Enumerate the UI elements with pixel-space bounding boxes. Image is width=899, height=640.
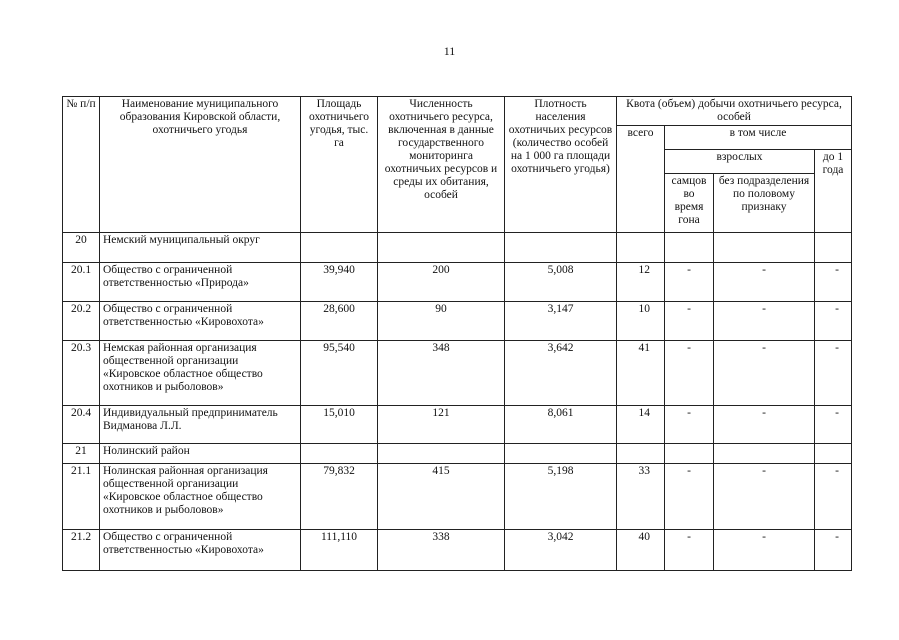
- row-num: 21.1: [63, 464, 100, 530]
- row-area: 95,540: [301, 341, 378, 406]
- row-num: 20.4: [63, 406, 100, 444]
- row-density: 8,061: [505, 406, 617, 444]
- row-area: 111,110: [301, 530, 378, 571]
- table-row: [63, 444, 852, 464]
- row-num: 20.1: [63, 263, 100, 302]
- table-row: [63, 233, 852, 263]
- table-row: [63, 464, 852, 530]
- row-area: 79,832: [301, 464, 378, 530]
- row-under1: -: [815, 464, 852, 530]
- row-males: -: [665, 530, 714, 571]
- row-males: -: [665, 341, 714, 406]
- row-males: -: [665, 302, 714, 341]
- row-under1: -: [815, 530, 852, 571]
- row-name: Общество с ограниченной ответственностью «Природа»: [100, 263, 301, 302]
- row-density: 3,042: [505, 530, 617, 571]
- row-name: Немская районная организация общественной организации «Кировское областное общество охотников и рыболовов»: [100, 341, 301, 406]
- page-number: 11: [443, 44, 456, 58]
- row-num: 20.3: [63, 341, 100, 406]
- row-name: Немский муниципальный округ: [100, 233, 301, 263]
- row-name: Общество с ограниченной ответственностью «Кировохота»: [100, 302, 301, 341]
- row-count: 90: [378, 302, 505, 341]
- row-num: 20.2: [63, 302, 100, 341]
- row-name: Индивидуальный предприниматель Видманова Л.Л.: [100, 406, 301, 444]
- header-nosex: без подразделения по половому признаку: [714, 174, 815, 233]
- row-area: 15,010: [301, 406, 378, 444]
- row-density: 3,147: [505, 302, 617, 341]
- row-under1: -: [815, 302, 852, 341]
- header-area: Площадь охотничьего угодья, тыс. га: [301, 97, 378, 233]
- row-total: 14: [617, 406, 665, 444]
- row-males: -: [665, 464, 714, 530]
- header-adults: взрослых: [665, 150, 815, 174]
- row-under1: -: [815, 341, 852, 406]
- header-including: в том числе: [665, 126, 852, 150]
- row-num: 21: [63, 444, 100, 464]
- row-area: 39,940: [301, 263, 378, 302]
- table-row: [63, 263, 852, 302]
- row-density: 5,008: [505, 263, 617, 302]
- header-num: № п/п: [63, 97, 100, 233]
- header-under1: до 1 года: [815, 150, 852, 233]
- row-nosex: -: [714, 302, 815, 341]
- header-name: Наименование муниципального образования Кировской области, охотничьего угодья: [100, 97, 301, 233]
- table-row: [63, 302, 852, 341]
- row-under1: -: [815, 263, 852, 302]
- row-num: 21.2: [63, 530, 100, 571]
- row-count: 348: [378, 341, 505, 406]
- row-area: 28,600: [301, 302, 378, 341]
- row-males: -: [665, 263, 714, 302]
- table-row: [63, 530, 852, 571]
- row-density: 3,642: [505, 341, 617, 406]
- row-nosex: -: [714, 464, 815, 530]
- header-density: Плотность населения охотничьих ресурсов (количество особей на 1 000 га площади охотничьего угодья): [505, 97, 617, 233]
- row-nosex: -: [714, 263, 815, 302]
- row-nosex: -: [714, 406, 815, 444]
- header-males: самцов во время гона: [665, 174, 714, 233]
- row-count: 338: [378, 530, 505, 571]
- row-nosex: -: [714, 530, 815, 571]
- row-total: 12: [617, 263, 665, 302]
- row-num: 20: [63, 233, 100, 263]
- row-males: -: [665, 406, 714, 444]
- header-count: Численность охотничьего ресурса, включенная в данные государственного мониторинга охотничьих ресурсов и среды их обитания, особей: [378, 97, 505, 233]
- header-quota: Квота (объем) добычи охотничьего ресурса, особей: [617, 97, 852, 126]
- row-count: 200: [378, 263, 505, 302]
- row-name: Нолинский район: [100, 444, 301, 464]
- row-count: 415: [378, 464, 505, 530]
- row-count: 121: [378, 406, 505, 444]
- row-total: 41: [617, 341, 665, 406]
- row-under1: -: [815, 406, 852, 444]
- hunting-quota-table: [62, 96, 852, 571]
- header-total: всего: [617, 126, 665, 233]
- row-total: 33: [617, 464, 665, 530]
- row-name: Нолинская районная организация общественной организации «Кировское областное общество охотников и рыболовов»: [100, 464, 301, 530]
- row-total: 40: [617, 530, 665, 571]
- row-name: Общество с ограниченной ответственностью «Кировохота»: [100, 530, 301, 571]
- row-density: 5,198: [505, 464, 617, 530]
- row-total: 10: [617, 302, 665, 341]
- row-nosex: -: [714, 341, 815, 406]
- table-row: [63, 341, 852, 406]
- table-row: [63, 406, 852, 444]
